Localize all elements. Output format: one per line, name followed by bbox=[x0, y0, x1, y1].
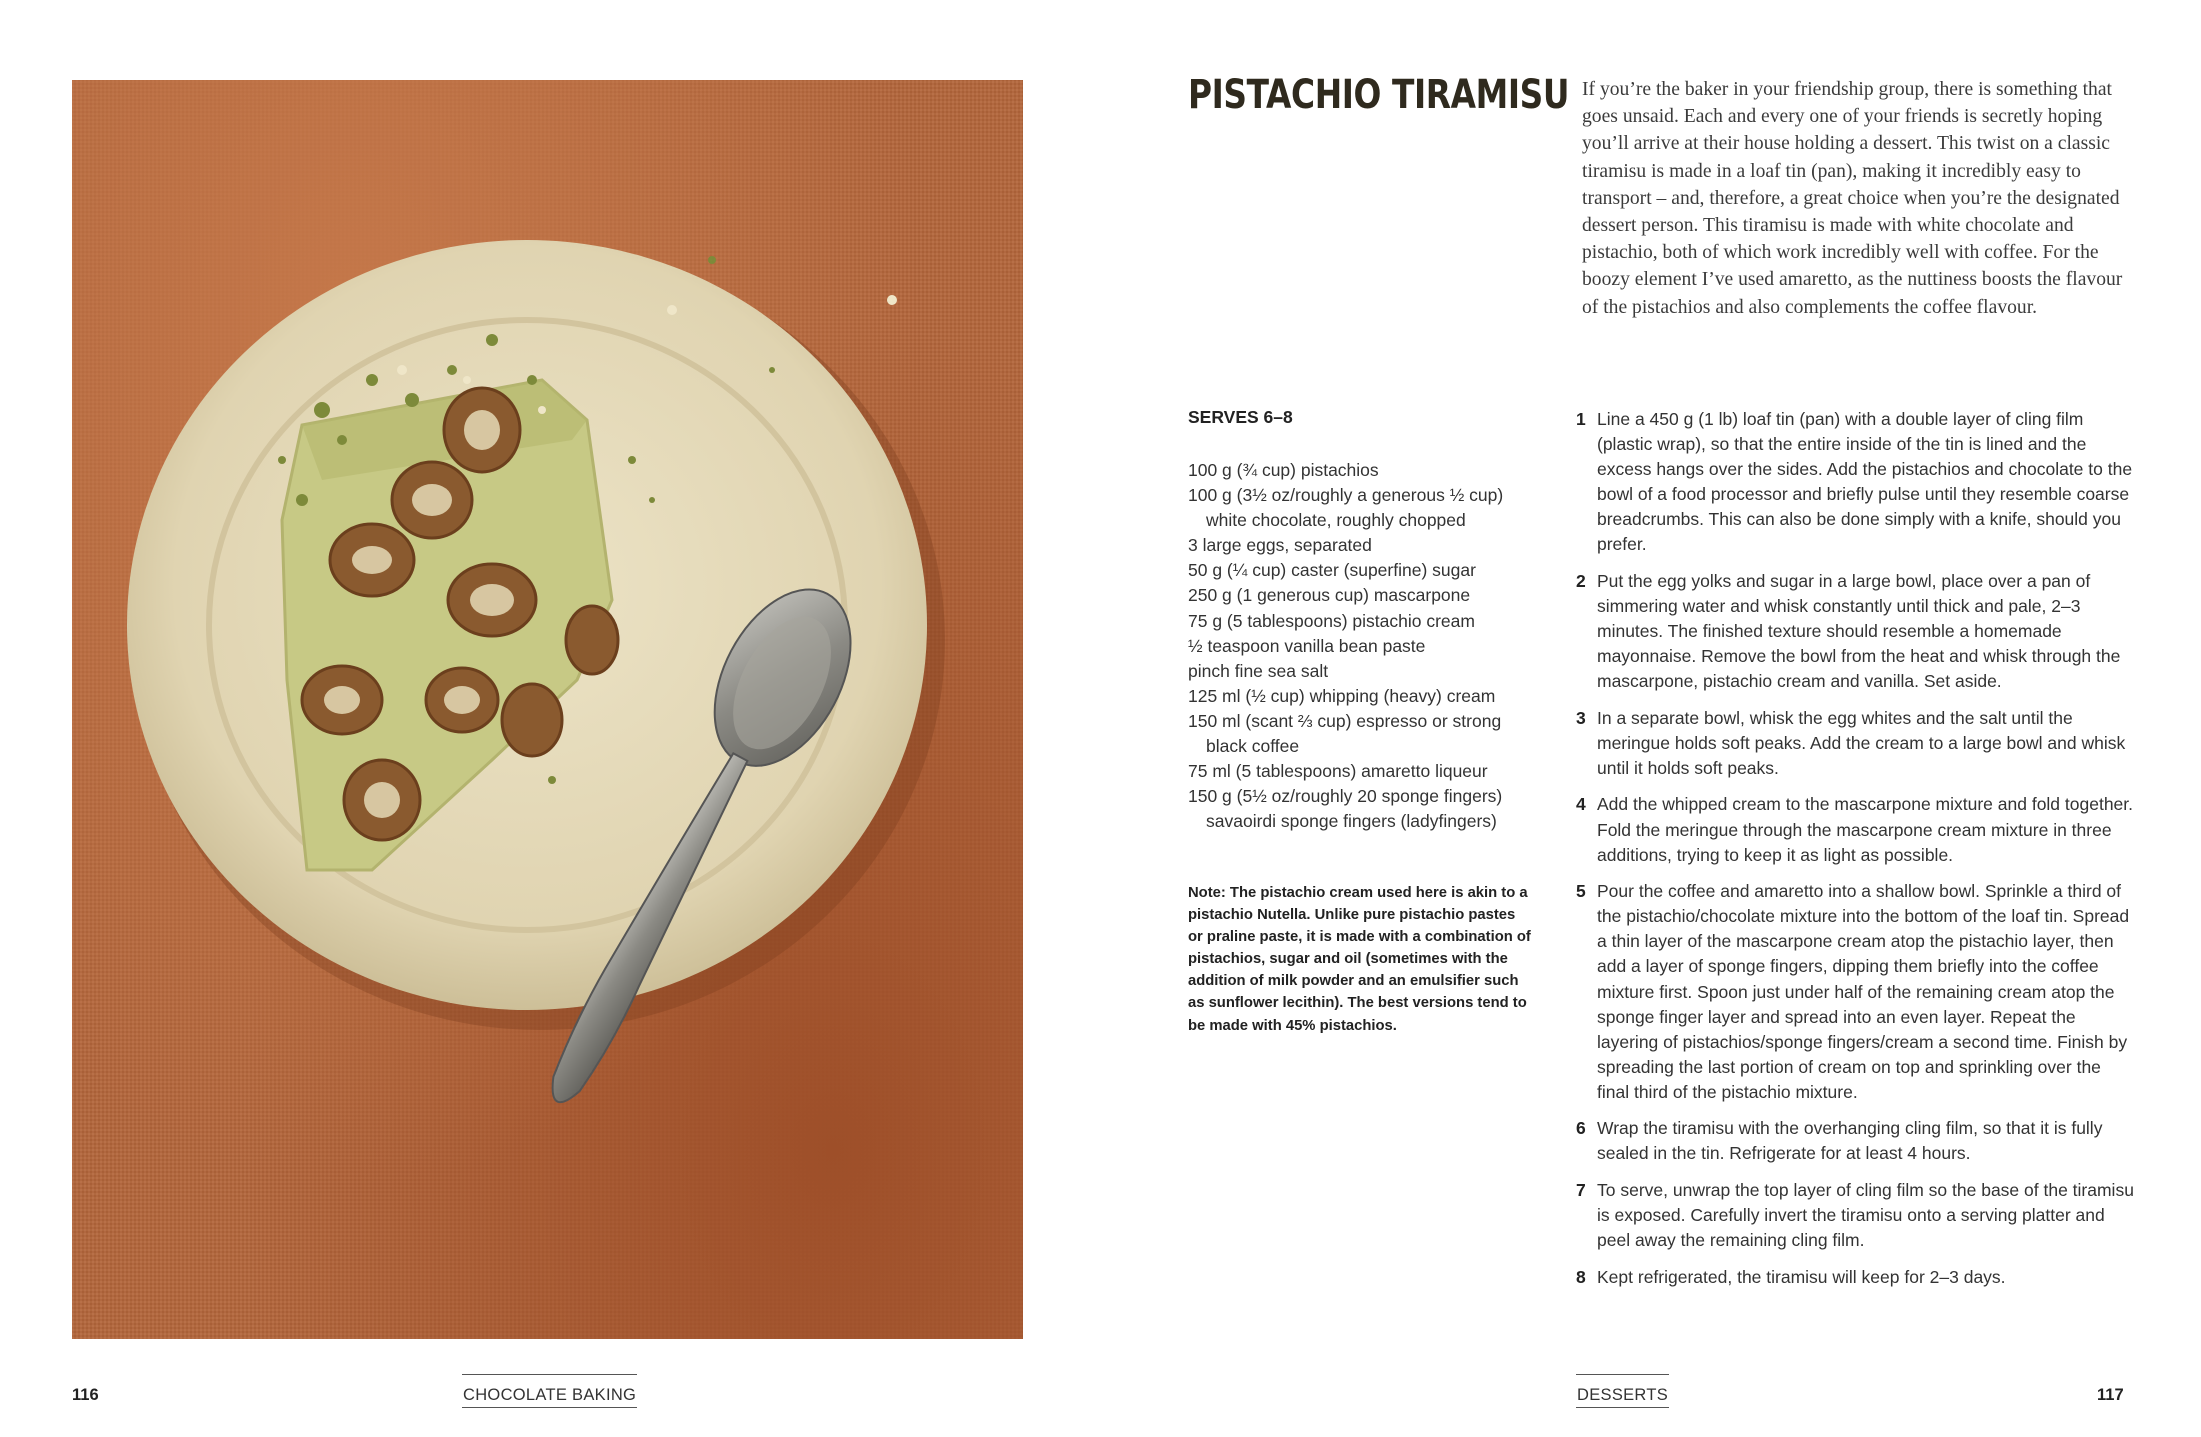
recipe-title: PISTACHIO TIRAMISU bbox=[1188, 72, 1570, 118]
ingredient-item: 50 g (¼ cup) caster (superfine) sugar bbox=[1188, 560, 1476, 581]
right-page-number: 117 bbox=[2097, 1386, 2124, 1404]
step-number: 4 bbox=[1576, 794, 1586, 815]
tiramisu-plate-illustration bbox=[72, 80, 1023, 1339]
method-step bbox=[1576, 706, 2136, 781]
ingredient-item: 75 g (5 tablespoons) pistachio cream bbox=[1188, 610, 1475, 631]
step-text: Line a 450 g (1 lb) loaf tin (pan) with a double layer of cling film (plastic wrap), so that the entire inside of the tin is lined and the excess hangs over the sides. Add the pistachios and chocolate to the bowl of a food processor and briefly pulse until they resemble coarse breadcrumbs. This can also be done simply with a knife, should you prefer. bbox=[1597, 409, 2133, 555]
tiramisu-photo bbox=[72, 80, 1023, 1339]
ingredient-item: 100 g (¾ cup) pistachios bbox=[1188, 460, 1379, 480]
step-text: Put the egg yolks and sugar in a large bowl, place over a pan of simmering water and whisk constantly until thick and pale, 2–3 minutes. The finished texture should resemble a homemade mayonnaise. Remove the bowl from the heat and whisk through the mascarpone, pistachio cream and vanilla. Set aside. bbox=[1597, 570, 2121, 692]
step-number: 5 bbox=[1576, 881, 1586, 902]
recipe-note: Note: The pistachio cream used here is akin to a pistachio Nutella. Unlike pure pistachio pastes or praline paste, it is made with a combination of pistachios, sugar and oil (sometimes with the addition of milk powder and an emulsifier such as sunflower lecithin). The best versions tend to be made with 45% pistachios. bbox=[1188, 885, 1531, 1034]
method-step bbox=[1576, 407, 2136, 558]
step-number: 6 bbox=[1576, 1118, 1586, 1139]
method-step bbox=[1576, 1178, 2136, 1253]
method-step bbox=[1576, 879, 2136, 1105]
ingredient-item: 250 g (1 generous cup) mascarpone bbox=[1188, 585, 1471, 606]
ingredient-item: 3 large eggs, separated bbox=[1188, 535, 1372, 556]
left-page-number: 116 bbox=[72, 1386, 99, 1404]
ingredient-item: ½ teaspoon vanilla bean paste bbox=[1188, 635, 1426, 656]
right-section-label: DESSERTS bbox=[1576, 1374, 1669, 1408]
step-number: 2 bbox=[1576, 570, 1586, 591]
ingredient-item: 125 ml (½ cup) whipping (heavy) cream bbox=[1188, 685, 1496, 706]
method-step bbox=[1576, 1116, 2136, 1166]
method-step bbox=[1576, 1265, 2136, 1290]
step-text: Kept refrigerated, the tiramisu will keep for 2–3 days. bbox=[1597, 1266, 2006, 1287]
ingredient-item: 100 g (3½ oz/roughly a generous ½ cup) white chocolate, roughly chopped bbox=[1188, 485, 1504, 531]
ingredient-item: 75 ml (5 tablespoons) amaretto liqueur bbox=[1188, 761, 1488, 782]
ingredient-item: 150 ml (scant ⅔ cup) espresso or strong black coffee bbox=[1188, 710, 1502, 757]
ingredients-list bbox=[1188, 458, 1538, 834]
step-text: Wrap the tiramisu with the overhanging cling film, so that it is fully sealed in the tin. Refrigerate for at least 4 hours. bbox=[1597, 1118, 2103, 1164]
left-section-label: CHOCOLATE BAKING bbox=[462, 1374, 637, 1408]
step-number: 8 bbox=[1576, 1266, 1586, 1287]
method-steps bbox=[1576, 407, 2136, 1301]
serves-heading: SERVES 6–8 bbox=[1188, 407, 1293, 427]
ingredient-item: pinch fine sea salt bbox=[1188, 660, 1329, 681]
step-text: Pour the coffee and amaretto into a shallow bowl. Sprinkle a third of the pistachio/chocolate mixture into the bottom of the loaf tin. Spread a thin layer of the mascarpone cream atop the pistachio layer, then add a layer of sponge fingers, dipping them briefly into the coffee mixture first. Spoon just under half of the remaining cream atop the sponge finger layer and spread into an even layer. Repeat the layering of pistachios/sponge fingers/cream a second time. Finish by spreading the last portion of cream on top and sprinkling over the final third of the pistachio mixture. bbox=[1597, 881, 2130, 1102]
recipe-intro bbox=[1582, 76, 2142, 321]
step-text: To serve, unwrap the top layer of cling film so the base of the tiramisu is exposed. Carefully invert the tiramisu onto a serving platter and peel away the remaining cling film. bbox=[1597, 1179, 2134, 1251]
step-text: Add the whipped cream to the mascarpone mixture and fold together. Fold the meringue through the mascarpone cream mixture in three additions, trying to keep it as light as possible. bbox=[1597, 794, 2134, 865]
step-number: 1 bbox=[1576, 409, 1586, 429]
ingredient-item: 150 g (5½ oz/roughly 20 sponge fingers) savaoirdi sponge fingers (ladyfingers) bbox=[1188, 786, 1503, 832]
step-text: In a separate bowl, whisk the egg whites and the salt until the meringue holds soft peaks. Add the cream to a large bowl and whisk until it holds soft peaks. bbox=[1597, 707, 2126, 778]
method-step bbox=[1576, 792, 2136, 867]
step-number: 7 bbox=[1576, 1179, 1586, 1200]
method-step bbox=[1576, 569, 2136, 694]
intro-paragraph: If you’re the baker in your friendship group, there is something that goes unsaid. Each and every one of your friends is secretly hoping you’ll arrive at their house holding a dessert. This twist on a classic tiramisu is made in a loaf tin (pan), making it incredibly easy to transport – and, therefore, a great choice when you’re the designated dessert person. This tiramisu is made with white chocolate and pistachio, both of which work incredibly well with coffee. For the boozy element I’ve used amaretto, as the nuttiness boosts the flavour of the pistachios and also complements the coffee flavour. bbox=[1582, 79, 2123, 318]
step-number: 3 bbox=[1576, 707, 1586, 728]
